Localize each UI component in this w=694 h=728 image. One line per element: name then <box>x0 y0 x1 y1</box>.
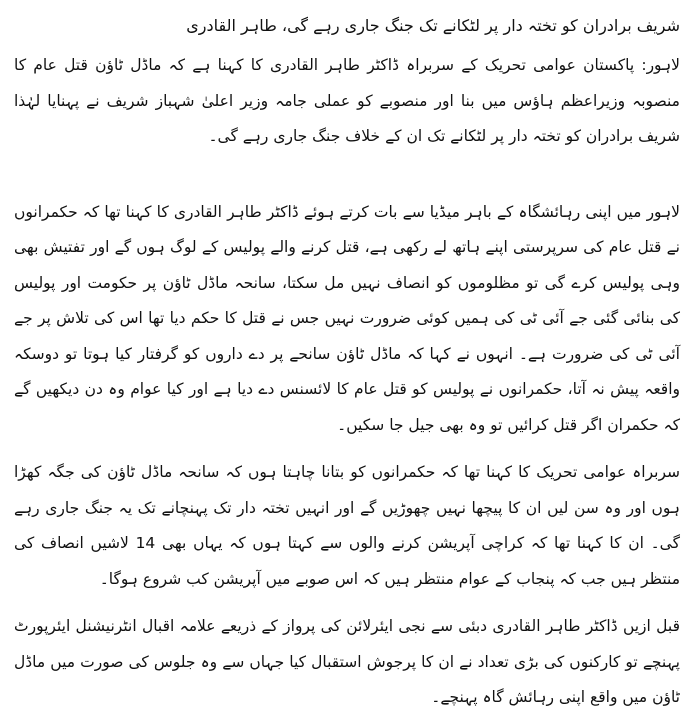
article <box>14 6 680 728</box>
article-paragraph-3: سربراہ عوامی تحریک کا کہنا تھا کہ حکمرانوں کو بتانا چاہتا ہوں کہ سانحہ ماڈل ٹاؤن کی جگہ کھڑا ہوں اور وہ سن لیں ان کا پیچھا نہیں چھوڑیں گے اور انہیں تختہ دار تک پہنچانے تک یہ جنگ جاری رہے گی۔ ان کا کہنا تھا کہ کراچی آپریشن کرنے والوں سے کہتا ہوں کہ یہاں بھی 14 لاشیں انصاف کی منتظر ہیں جب کہ پنجاب کے عوام منتظر ہیں کہ اس صوبے میں آپریشن کب شروع ہوگا۔ <box>14 463 680 588</box>
article-paragraph-4: قبل ازیں ڈاکٹر طاہر القادری دبئی سے نجی ایئرلائن کی پرواز کے ذریعے علامہ اقبال انٹرنیشنل ایئرپورٹ پہنچے تو کارکنوں کی بڑی تعداد نے ان کا پرجوش استقبال کیا جہاں سے وہ جلوس کی صورت میں ماڈل ٹاؤن میں واقع اپنی رہائش گاہ پہنچے۔ <box>14 617 680 706</box>
article-paragraph-2: لاہور میں اپنی رہائشگاہ کے باہر میڈیا سے بات کرتے ہوئے ڈاکٹر طاہر القادری کا کہنا تھا کہ حکمرانوں نے قتل عام کی سرپرستی اپنے ہاتھ لے رکھی ہے، قتل کرنے والے پولیس کے لوگ ہوں گے اور تفتیش بھی وہی پولیس کرے گی تو مظلوموں کو انصاف نہیں مل سکتا، سانحہ ماڈل ٹاؤن پر حکومت اور پولیس کی بنائی گئی جے آئی ٹی کی ہمیں کوئی ضرورت نہیں جس نے قتل کا حکم دیا تھا اس کی تلاش پر جے آئی ٹی کی ضرورت ہے۔ انہوں نے کہا کہ ماڈل ٹاؤن سانحے پر دے داروں کو گرفتار کیا ہوتا تو دوسکہ واقعہ پیش نہ آتا، حکمرانوں نے پولیس کو قتل عام کا لائسنس دے دیا ہے اور کیا عوام وہ دن دیکھیں گے کہ حکمران اگر قتل کرائیں تو وہ بھی جیل جا سکیں۔ <box>14 202 680 434</box>
article-paragraph-1: لاہور: پاکستان عوامی تحریک کے سربراہ ڈاکٹر طاہر القادری کا کہنا ہے کہ ماڈل ٹاؤن قتل عام کا منصوبہ وزیراعظم ہاؤس میں بنا اور منصوبے کو عملی جامہ وزیر اعلیٰ شہباز شریف نے پہنایا لہٰذا شریف برادران کو تختہ دار پر لٹکانے تک ان کے خلاف جنگ جاری رہے گی۔ <box>14 56 680 145</box>
article-headline: شریف برادران کو تختہ دار پر لٹکانے تک جنگ جاری رہے گی، طاہر القادری <box>186 16 680 35</box>
